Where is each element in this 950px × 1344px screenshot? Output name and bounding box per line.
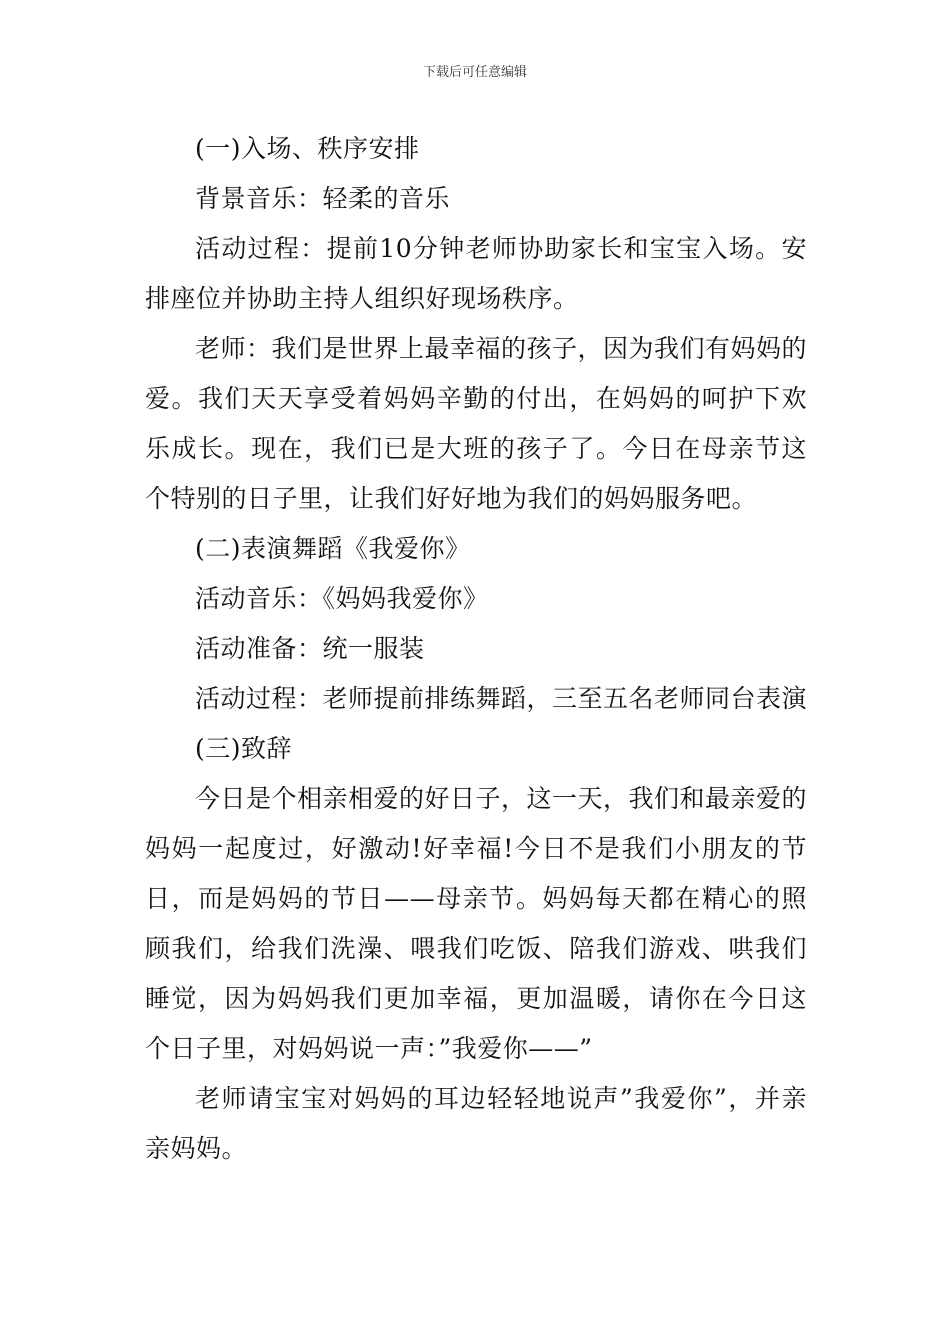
paragraph-entry-process: 活动过程：提前10分钟老师协助家长和宝宝入场。安排座位并协助主持人组织好现场秩序。 — [145, 234, 807, 313]
section-heading-entry: (一)入场、秩序安排 — [195, 134, 420, 163]
paragraph-closing: 老师请宝宝对妈妈的耳边轻轻地说声”我爱你”，并亲亲妈妈。 — [145, 1084, 807, 1163]
section-heading-dance: (二)表演舞蹈《我爱你》 — [195, 534, 471, 563]
paragraph-dance-music: 活动音乐：《妈妈我爱你》 — [195, 584, 489, 613]
paragraph-dance-preparation: 活动准备：统一服装 — [195, 634, 425, 663]
page-header-note: 下载后可任意编辑 — [422, 65, 527, 80]
document-body — [145, 124, 807, 1174]
section-heading-speech: (三)致辞 — [195, 734, 293, 763]
paragraph-teacher-intro: 老师：我们是世界上最幸福的孩子，因为我们有妈妈的爱。我们天天享受着妈妈辛勤的付出，在妈妈的呵护下欢乐成长。现在，我们已是大班的孩子了。今日在母亲节这个特别的日子里，让我们好好地为我们的妈妈服务吧。 — [145, 334, 808, 513]
paragraph-background-music: 背景音乐：轻柔的音乐 — [195, 184, 451, 213]
paragraph-speech: 今日是个相亲相爱的好日子，这一天，我们和最亲爱的妈妈一起度过，好激动!好幸福!今日不是我们小朋友的节日，而是妈妈的节日——母亲节。妈妈每天都在精心的照顾我们，给我们洗澡、喂我们吃饭、陪我们游戏、哄我们睡觉，因为妈妈我们更加幸福，更加温暖，请你在今日这个日子里，对妈妈说一声：”我爱你——” — [145, 784, 808, 1063]
paragraph-dance-process: 活动过程：老师提前排练舞蹈，三至五名老师同台表演 — [195, 684, 808, 713]
